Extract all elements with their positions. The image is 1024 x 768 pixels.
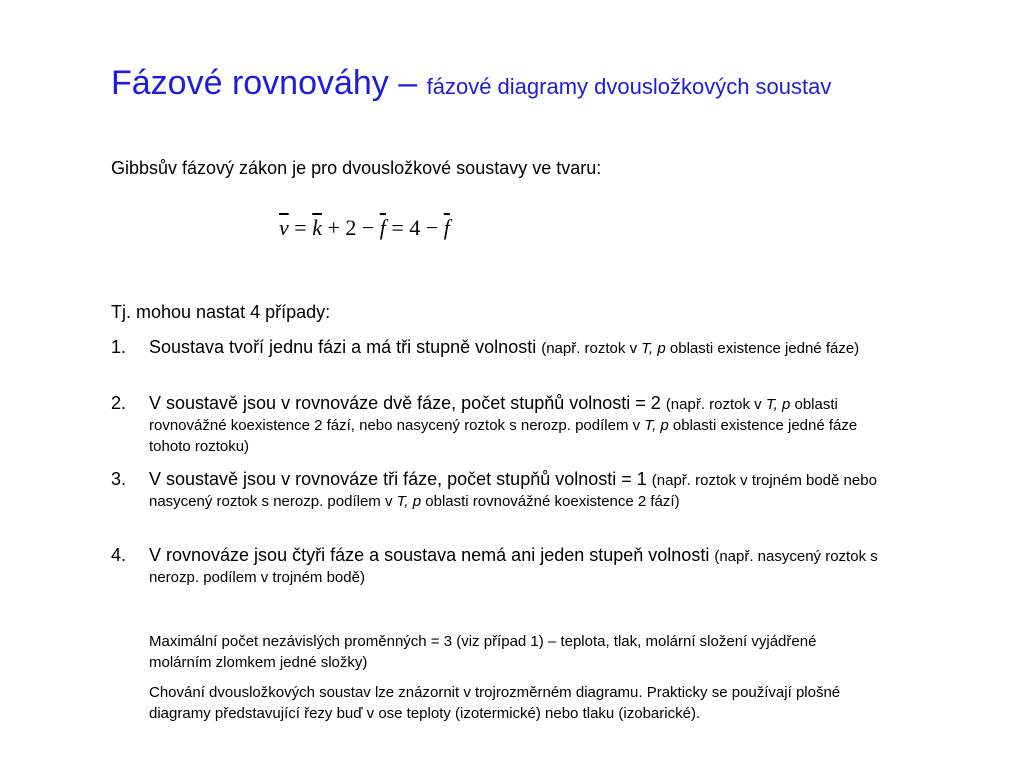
- title-subtitle: fázové diagramy dvousložkových soustav: [426, 74, 832, 99]
- intro-text: Gibbsův fázový zákon je pro dvousložkové soustavy ve tvaru:: [111, 158, 602, 178]
- gibbs-phase-rule-formula: [279, 215, 450, 241]
- formula-f2: $\overline{f}$: [443, 215, 450, 240]
- note-diagram-representation: Chování dvousložkových soustav lze znázornit v trojrozměrném diagramu. Prakticky se používají plošné diagramy představující řezy buď v ose teploty (izotermické) nebo tlaku (izobarické).: [149, 684, 841, 722]
- list-item-text: V rovnováze jsou čtyři fáze a soustava nemá ani jeden stupeň volnosti (např. nasycený roztok s nerozp. podílem v trojném bodě): [149, 545, 878, 586]
- cases-heading: Tj. mohou nastat 4 případy:: [111, 302, 331, 322]
- list-item-text: V soustavě jsou v rovnováze dvě fáze, počet stupňů volnosti = 2 (např. roztok v T, p oblasti rovnovážné koexistence 2 fází, nebo nasycený roztok s nerozp. podílem v T, p oblasti existence jedné fáze tohoto roztoku): [149, 393, 858, 455]
- formula-plus2: + 2 −: [321, 215, 380, 240]
- slide-title: [111, 64, 831, 103]
- formula-eq2: = 4 −: [385, 215, 444, 240]
- title-main: Fázové rovnováhy –: [111, 64, 427, 102]
- list-item-number: 3.: [111, 469, 127, 489]
- list-item: [111, 393, 881, 457]
- formula-f1: $\overline{f}$: [379, 215, 386, 240]
- note-max-variables: Maximální počet nezávislých proměnných = 3 (viz případ 1) – teplota, tlak, molární složení vyjádřené molárním zlomkem jedné složky): [149, 633, 817, 671]
- list-item-number: 1.: [111, 337, 127, 357]
- list-item-number: 2.: [111, 393, 127, 413]
- formula-v: $\overline{v}$: [279, 215, 289, 240]
- list-item: [111, 337, 881, 359]
- list-item: [111, 545, 881, 588]
- list-item: [111, 469, 881, 512]
- formula-k: $\overline{k}$: [312, 215, 322, 240]
- list-item-number: 4.: [111, 545, 127, 565]
- formula-eq1: =: [288, 215, 313, 240]
- list-item-text: Soustava tvoří jednu fázi a má tři stupně volnosti (např. roztok v T, p oblasti existence jedné fáze): [149, 337, 860, 357]
- list-item-text: V soustavě jsou v rovnováze tři fáze, počet stupňů volnosti = 1 (např. roztok v trojném bodě nebo nasycený roztok s nerozp. podílem v T, p oblasti rovnovážné koexistence 2 fází): [149, 469, 877, 510]
